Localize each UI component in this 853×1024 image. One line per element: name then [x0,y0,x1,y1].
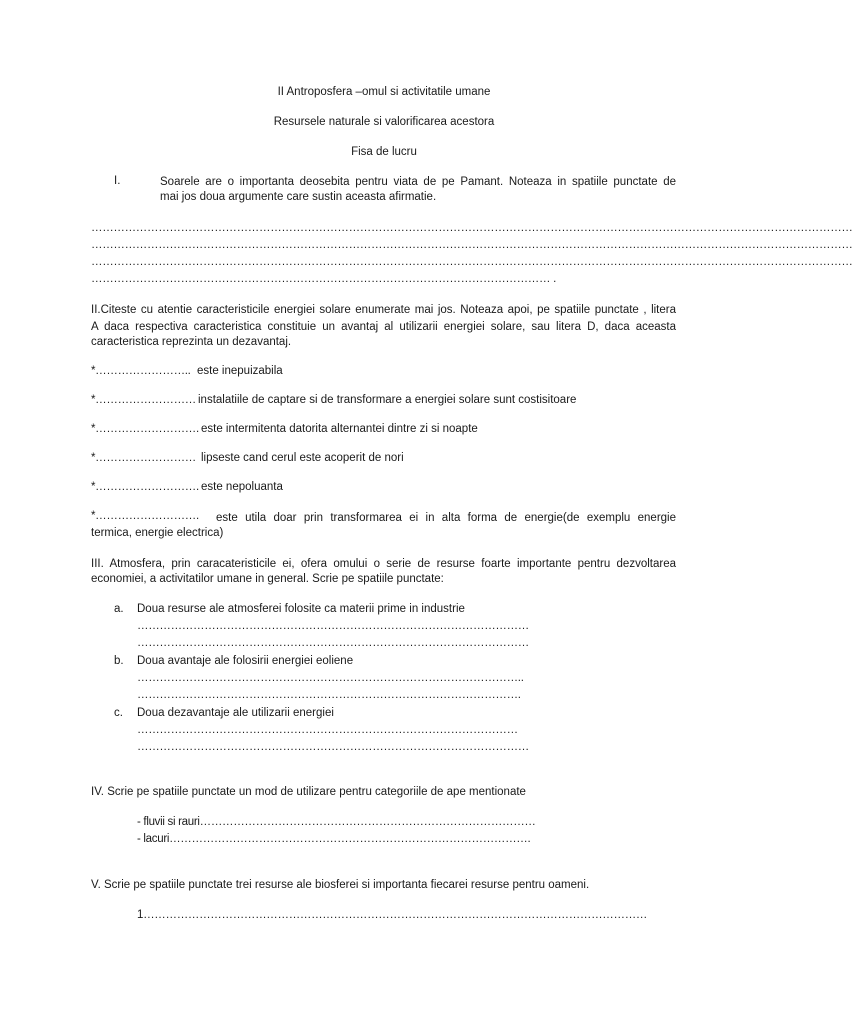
section2-intro-line2: A daca respectiva caracteristica constituie un avantaj al utilizarii energiei solare, sau litera D, daca aceasta [91,321,676,333]
section3-item-letter: c. [114,707,123,719]
section2-item-text-cont: termica, energie electrica) [91,527,224,539]
worksheet-heading: Fisa de lucru [351,146,417,158]
section1-answer-line[interactable]: …………………………………………………………………………………………………………………………………………………………………………………… [91,256,853,268]
section3-intro-line2: economiei, a activitatilor umane in general. Scrie pe spatiile punctate: [91,573,444,585]
section1-text-line1: Soarele are o importanta deosebita pentru viata de pe Pamant. Noteaza in spatiile punctate de [160,176,676,188]
section1-text-line2: mai jos doua argumente care sustin aceasta afirmatie. [160,191,437,203]
section3-answer-line[interactable]: ………………………………………………………………………………………….. [137,672,524,684]
section2-answer-blank[interactable]: *………………………. [91,481,199,493]
section3-item-text: Doua resurse ale atmosferei folosite ca materii prime in industrie [137,603,465,615]
section2-answer-blank[interactable]: *………………………. [91,423,199,435]
section3-answer-line[interactable]: …………………………………………………………………………………………. [137,689,521,701]
section1-answer-line[interactable]: …………………………………………………………………………………………………………………………………………………………………………………… [91,239,853,251]
section2-item-text: instalatiile de captare si de transformare a energiei solare sunt costisitoare [198,394,577,406]
section2-item-text: este inepuizabila [197,365,283,377]
section3-answer-line[interactable]: ………………………………………………………………………………………… [137,724,518,736]
section2-answer-blank[interactable]: *………………………. [91,510,199,522]
section3-answer-line[interactable]: …………………………………………………………………………………………… [137,741,530,753]
section1-numeral: I. [114,175,121,187]
section1-answer-line[interactable]: …………………………………………………………………………………………………………… . [91,273,556,285]
section4-item-fluvii[interactable]: - fluvii si rauri……………………………………………………………………………… [137,816,536,828]
section1-answer-line[interactable]: …………………………………………………………………………………………………………………………………………………………………………………… [91,222,853,234]
section2-item-text: este utila doar prin transformarea ei in alta forma de energie(de exemplu energie [216,512,676,524]
section2-answer-blank[interactable]: *…………………….. [91,365,191,377]
section3-intro-line1: III. Atmosfera, prin caracateristicile ei, ofera omului o serie de resurse foarte importante pentru dezvoltarea [91,558,676,570]
section3-item-text: Doua avantaje ale folosirii energiei eoliene [137,655,354,667]
section3-item-letter: b. [114,655,124,667]
section4-item-lacuri[interactable]: - lacuri……………………………………………………………………………………. [137,833,531,845]
section3-item-letter: a. [114,603,124,615]
worksheet-title: II Antroposfera –omul si activitatile umane [277,86,491,98]
section4-intro: IV. Scrie pe spatiile punctate un mod de utilizare pentru categoriile de ape mentionate [91,786,526,798]
section3-answer-line[interactable]: …………………………………………………………………………………………… [137,637,530,649]
section2-item-text: este nepoluanta [201,481,283,493]
section3-item-text: Doua dezavantaje ale utilizarii energiei [137,707,334,719]
section2-answer-blank[interactable]: *……………………… [91,452,196,464]
worksheet-subtitle: Resursele naturale si valorificarea acestora [273,116,495,128]
section2-intro-line3: caracteristica reprezinta un dezavantaj. [91,336,292,348]
section2-answer-blank[interactable]: *……………………… [91,394,196,406]
section2-item-text: este intermitenta datorita alternantei dintre zi si noapte [201,423,478,435]
section2-intro-line1: II.Citeste cu atentie caracteristicile energiei solare enumerate mai jos. Noteaza apoi, pe spatiile punctate , litera [91,304,676,316]
section2-item-text: lipseste cand cerul este acoperit de nori [201,452,404,464]
section5-intro: V. Scrie pe spatiile punctate trei resurse ale biosferei si importanta fiecarei resurse pentru oameni. [91,879,590,891]
section3-answer-line[interactable]: …………………………………………………………………………………………… [137,620,530,632]
section5-item-1[interactable]: 1……………………………………………………………………………………………………………………… [137,909,648,921]
